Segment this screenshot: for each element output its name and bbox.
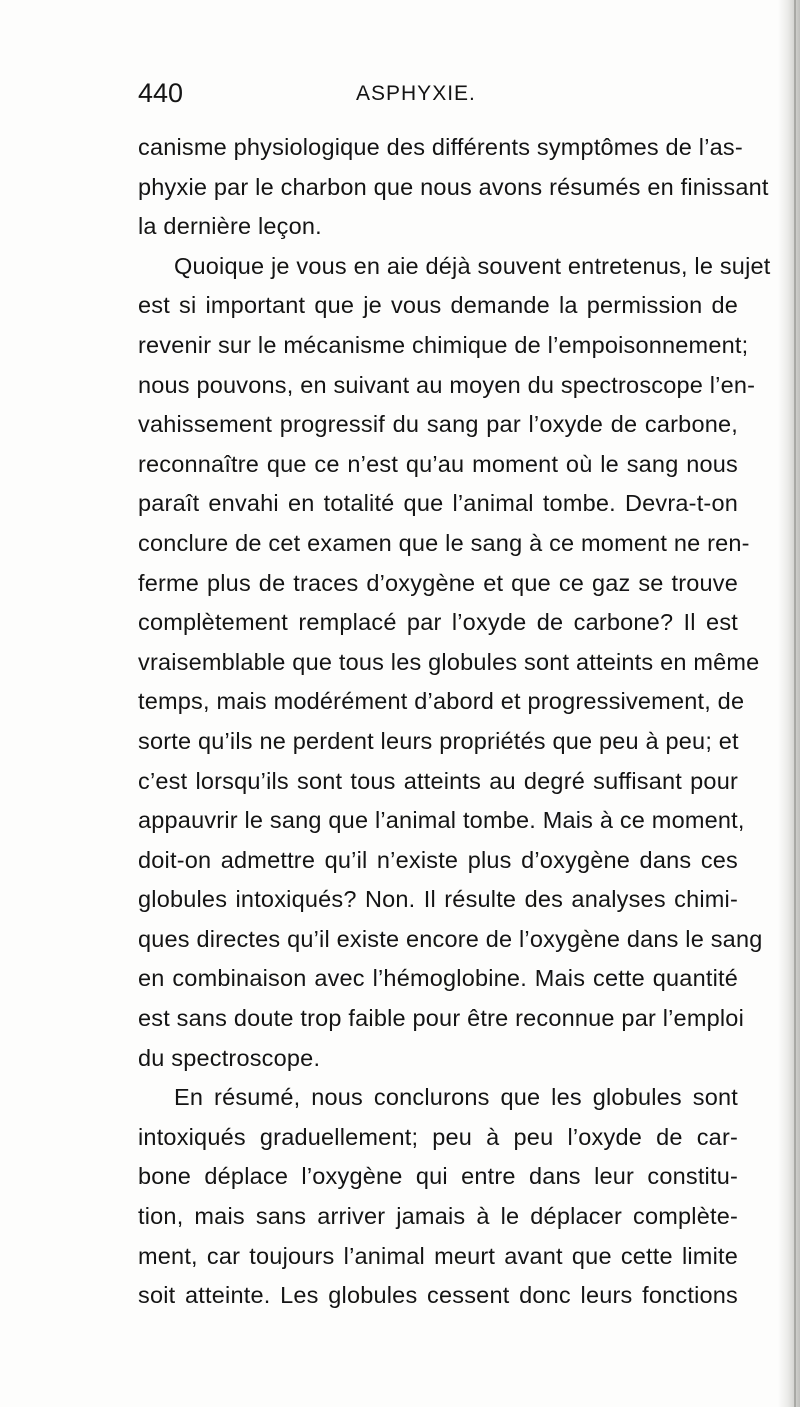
text-line: intoxiqués graduellement; peu à peu l’oxyde de car- [138, 1123, 738, 1150]
text-line: en combinaison avec l’hémoglobine. Mais cette quantité [138, 965, 738, 992]
text-line: phyxie par le charbon que nous avons résumés en finissant [138, 173, 769, 200]
body-text [138, 128, 771, 1316]
text-line: tion, mais sans arriver jamais à le déplacer complète- [138, 1203, 738, 1230]
paragraph-start-line: En résumé, nous conclurons que les globules sont [174, 1084, 738, 1111]
page-number: 440 [138, 78, 184, 108]
text-line: c’est lorsqu’ils sont tous atteints au degré suffisant pour [138, 767, 738, 794]
text-line: vahissement progressif du sang par l’oxyde de carbone, [138, 411, 738, 438]
text-line: reconnaître que ce n’est qu’au moment où le sang nous [138, 450, 738, 477]
text-line: canisme physiologique des différents symptômes de l’as- [138, 134, 743, 160]
text-line: ques directes qu’il existe encore de l’oxygène dans le sang [138, 925, 763, 952]
text-line: sorte qu’ils ne perdent leurs propriétés que peu à peu; et [138, 727, 739, 754]
text-line: conclure de cet examen que le sang à ce moment ne ren- [138, 529, 750, 556]
text-line: soit atteinte. Les globules cessent donc leurs fonctions [138, 1282, 738, 1309]
text-line: ferme plus de traces d’oxygène et que ce gaz se trouve [138, 569, 738, 596]
text-line: revenir sur le mécanisme chimique de l’empoisonnement; [138, 331, 749, 358]
text-line: paraît envahi en totalité que l’animal tombe. Devra-t-on [138, 490, 738, 517]
text-line: est sans doute trop faible pour être reconnue par l’emploi [138, 1005, 744, 1032]
text-line: vraisemblable que tous les globules sont atteints en même [138, 648, 760, 675]
paragraph-start-line: Quoique je vous en aie déjà souvent entretenus, le sujet [174, 252, 771, 279]
text-line: appauvrir le sang que l’animal tombe. Mais à ce moment, [138, 807, 745, 834]
text-line: doit-on admettre qu’il n’existe plus d’oxygène dans ces [138, 846, 738, 873]
text-line: nous pouvons, en suivant au moyen du spectroscope l’en- [138, 371, 756, 398]
text-line: temps, mais modérément d’abord et progressivement, de [138, 688, 745, 715]
text-line: complètement remplacé par l’oxyde de carbone? Il est [138, 609, 738, 636]
text-line: globules intoxiqués? Non. Il résulte des analyses chimi- [138, 886, 738, 913]
page-edge-line [794, 0, 796, 1407]
text-line: du spectroscope. [138, 1044, 321, 1071]
page-header [138, 78, 738, 112]
text-line: bone déplace l’oxygène qui entre dans leur constitu- [138, 1163, 738, 1190]
text-line: ment, car toujours l’animal meurt avant que cette limite [138, 1242, 738, 1269]
running-title: ASPHYXIE. [356, 82, 476, 105]
text-line: la dernière leçon. [138, 213, 322, 240]
text-line: est si important que je vous demande la permission de [138, 292, 738, 319]
page-edge-shadow [778, 0, 800, 1407]
